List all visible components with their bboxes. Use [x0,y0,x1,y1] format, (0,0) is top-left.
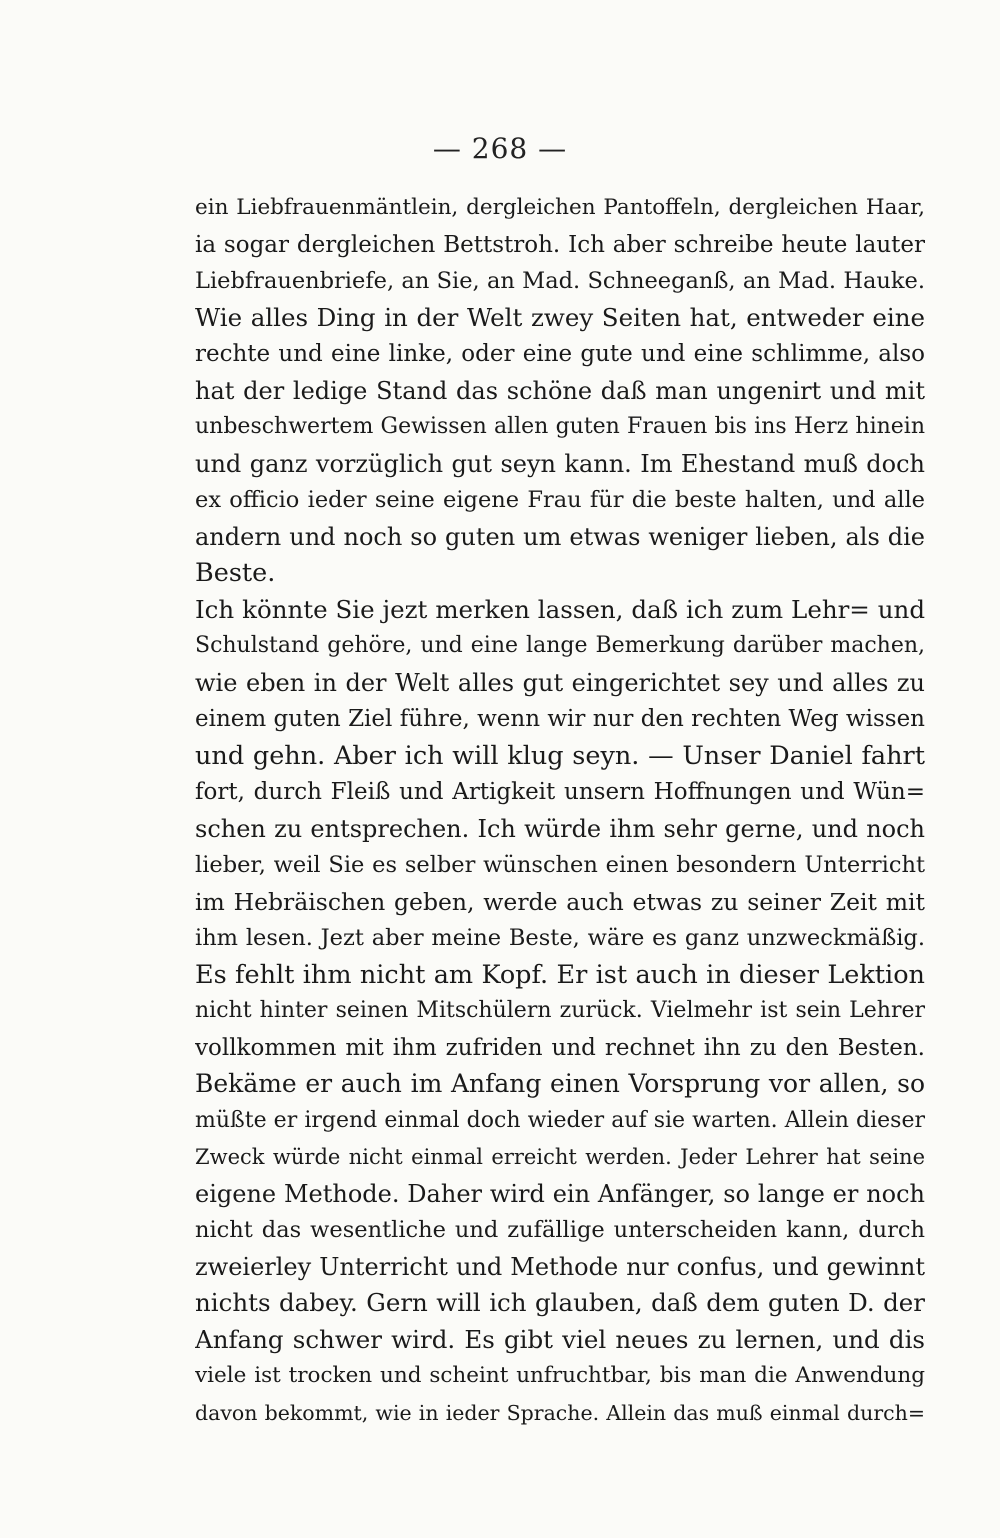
text-line: müßte er irgend einmal doch wieder auf sie warten. Allein dieser [195,1107,925,1133]
text-line: nicht hinter seinen Mitschülern zurück. Vielmehr ist sein Lehrer [195,998,925,1023]
page-number: — 268 — [432,132,568,165]
text-line: lieber, weil Sie es selber wünschen einen besondern Unterricht [195,852,925,878]
text-line: und gehn. Aber ich will klug seyn. — Unser Daniel fahrt [195,740,925,771]
text-line: fort, durch Fleiß und Artigkeit unsern Hoffnungen und Wün= [195,779,925,805]
text-line: Zweck würde nicht einmal erreicht werden. Jeder Lehrer hat seine [195,1145,925,1169]
text-line: ein Liebfrauenmäntlein, dergleichen Pantoffeln, dergleichen Haar, [195,195,925,220]
text-line: schen zu entsprechen. Ich würde ihm sehr gerne, und noch [195,814,925,843]
text-line: nichts dabey. Gern will ich glauben, daß dem guten D. der [195,1288,925,1317]
text-line: viele ist trocken und scheint unfruchtbar, bis man die Anwendung [195,1363,925,1388]
text-line: andern und noch so guten um etwas weniger lieben, als die [195,522,925,551]
text-line: nicht das wesentliche und zufällige unterscheiden kann, durch [195,1217,925,1243]
text-line: im Hebräischen geben, werde auch etwas zu seiner Zeit mit [195,887,925,916]
text-line: ex officio ieder seine eigene Frau für die beste halten, und alle [195,487,925,513]
text-line: Liebfrauenbriefe, an Sie, an Mad. Schneeganß, an Mad. Hauke. [195,268,925,294]
text-line: Beste. [195,558,276,588]
text-line: ihm lesen. Jezt aber meine Beste, wäre es ganz unzweckmäßig. [195,925,925,951]
text-line: vollkommen mit ihm zufriden und rechnet ihn zu den Besten. [195,1034,925,1061]
text-line: einem guten Ziel führe, wenn wir nur den rechten Weg wissen [195,706,925,732]
text-line: rechte und eine linke, oder eine gute und eine schlimme, also [195,341,925,367]
text-line: davon bekommt, wie in ieder Sprache. Allein das muß einmal durch= [195,1400,925,1425]
text-line: Wie alles Ding in der Welt zwey Seiten hat, entweder eine [195,302,925,332]
text-line: zweierley Unterricht und Methode nur confus, und gewinnt [195,1252,925,1281]
text-line: unbeschwertem Gewissen allen guten Frauen bis ins Herz hinein [195,414,925,439]
text-line: eigene Methode. Daher wird ein Anfänger, so lange er noch [195,1179,925,1208]
text-line: wie eben in der Welt alles gut eingerichtet sey und alles zu [195,668,925,697]
text-line: und ganz vorzüglich gut seyn kann. Im Ehestand muß doch [195,449,925,478]
text-line: hat der ledige Stand das schöne daß man ungenirt und mit [195,376,925,405]
text-line: Ich könnte Sie jezt merken lassen, daß ich zum Lehr= und [195,594,925,624]
text-line: Es fehlt ihm nicht am Kopf. Er ist auch in dieser Lektion [195,959,925,990]
body-text [195,190,925,1431]
text-line: Schulstand gehöre, und eine lange Bemerkung darüber machen, [195,633,925,658]
text-line: Bekäme er auch im Anfang einen Vorsprung vor allen, so [195,1069,925,1098]
text-line: ia sogar dergleichen Bettstroh. Ich aber schreibe heute lauter [195,231,925,258]
text-line: Anfang schwer wird. Es gibt viel neues zu lernen, und dis [195,1324,925,1354]
